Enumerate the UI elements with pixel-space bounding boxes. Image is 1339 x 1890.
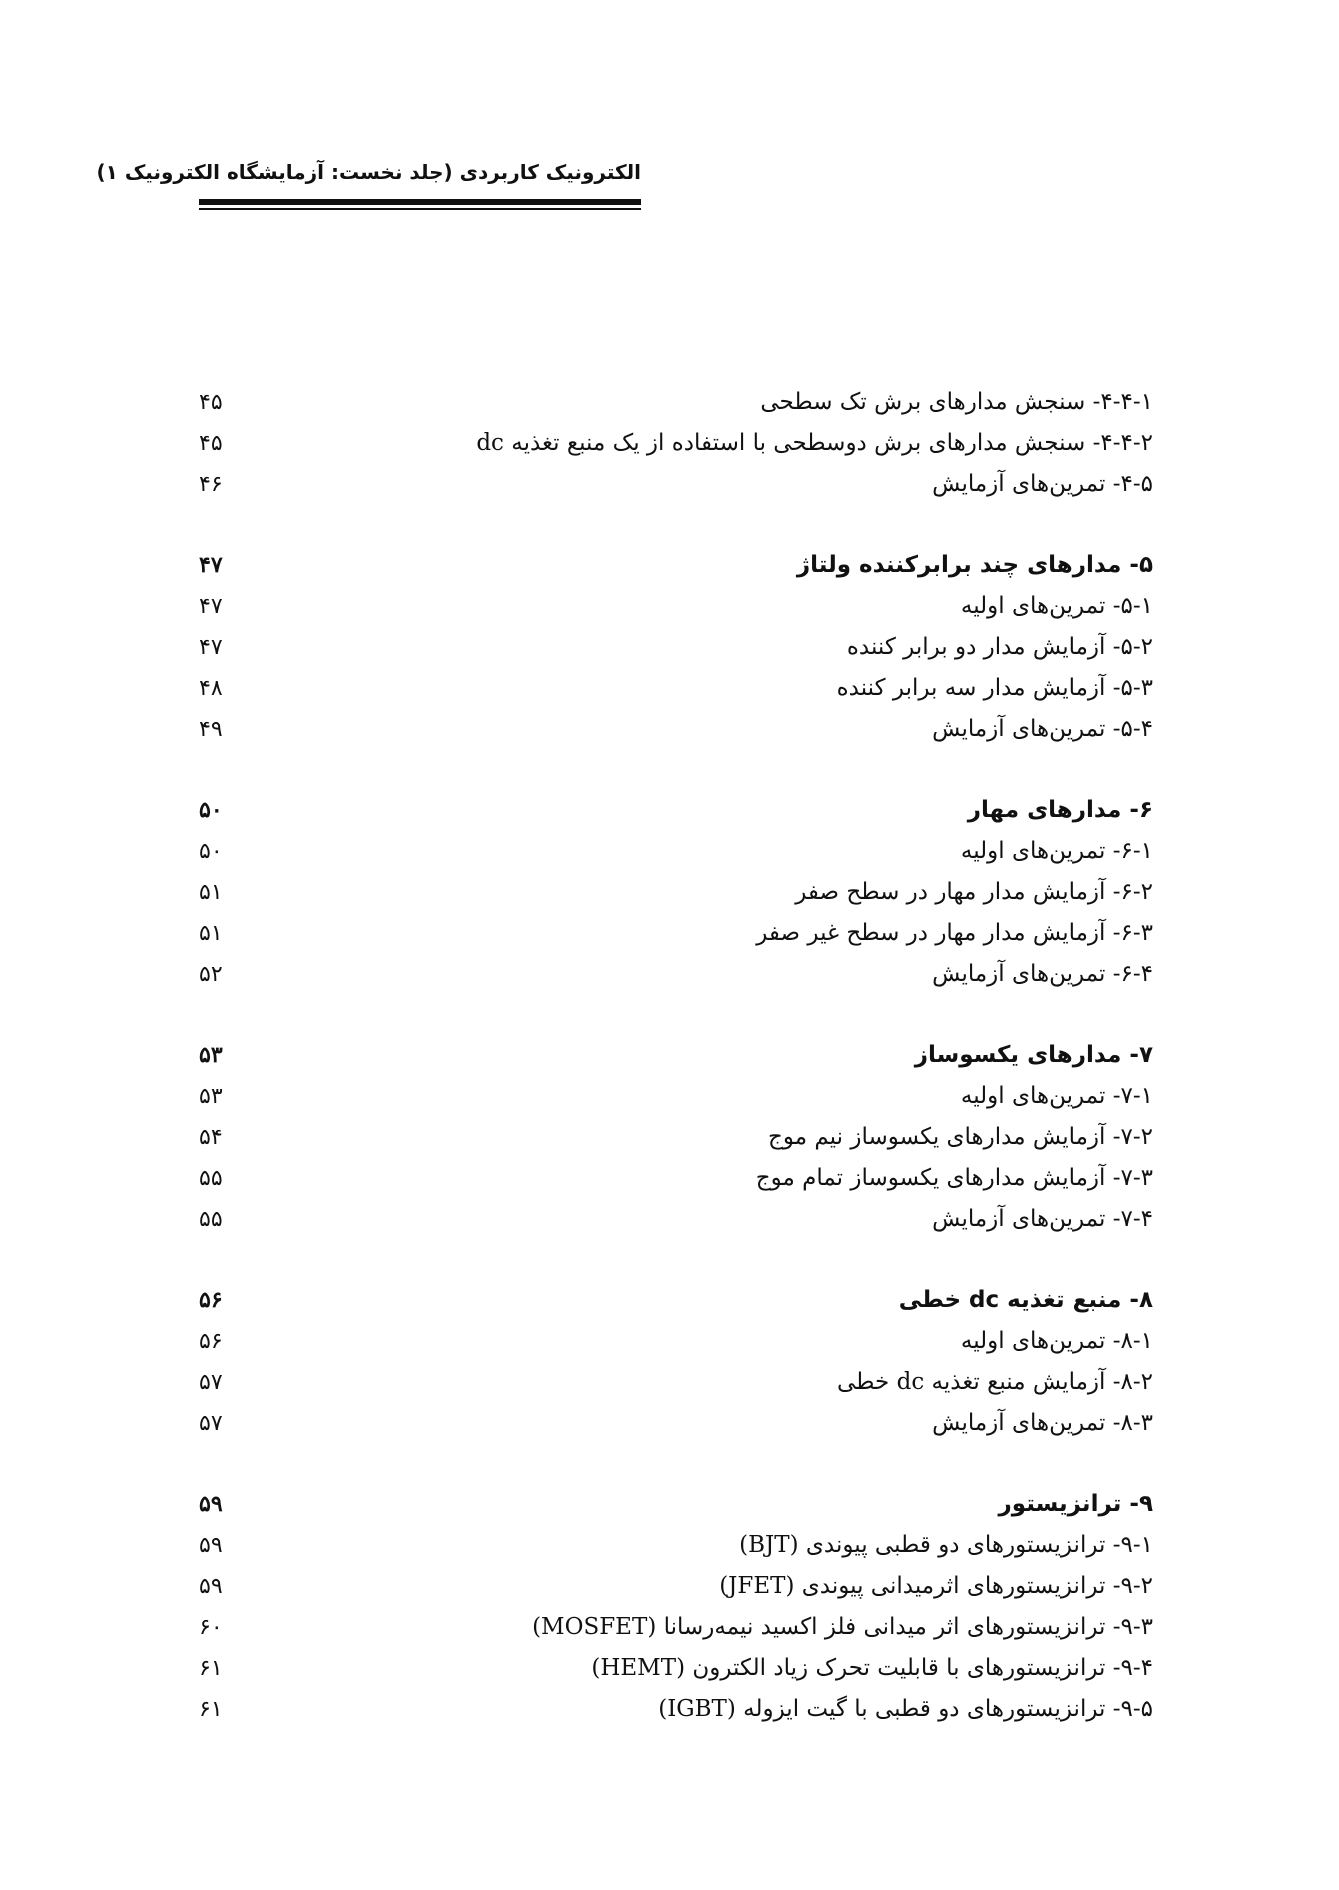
toc-entry-title: ۶-۳- آزمایش مدار مهار در سطح غیر صفر	[756, 920, 1153, 946]
toc-entry-page-number: ۵۷	[199, 1370, 223, 1395]
toc-entry	[0, 1403, 1339, 1444]
toc-entry-title: ۸- منبع تغذیه dc خطی	[898, 1287, 1153, 1313]
toc-entry-page-number: ۵۶	[199, 1287, 223, 1313]
toc-entry-title: ۵-۱- تمرین‌های اولیه	[960, 593, 1153, 619]
toc-entry-page-number: ۵۵	[199, 1207, 223, 1232]
toc-chapter-entry	[0, 790, 1339, 831]
toc-entry-title: ۶-۴- تمرین‌های آزمایش	[932, 961, 1153, 987]
section-gap	[0, 1444, 1339, 1484]
table-of-contents	[0, 382, 1339, 1730]
toc-entry-title: ۵- مدارهای چند برابرکننده ولتاژ	[796, 552, 1153, 578]
toc-entry-page-number: ۴۸	[199, 676, 223, 701]
toc-entry-title: ۹-۲- ترانزیستورهای اثرمیدانی پیوندی (JFET)	[719, 1573, 1153, 1599]
toc-chapter-entry	[0, 1035, 1339, 1076]
toc-entry	[0, 668, 1339, 709]
toc-chapter-entry	[0, 1280, 1339, 1321]
toc-entry-page-number: ۵۵	[199, 1166, 223, 1191]
toc-entry-title: ۵-۴- تمرین‌های آزمایش	[932, 716, 1153, 742]
toc-entry-page-number: ۵۳	[199, 1084, 223, 1109]
toc-entry	[0, 423, 1339, 464]
header-rule-thin	[199, 208, 641, 210]
toc-entry-title: ۷-۴- تمرین‌های آزمایش	[932, 1206, 1153, 1232]
toc-entry-page-number: ۴۷	[199, 635, 223, 660]
toc-entry-page-number: ۶۱	[199, 1656, 223, 1681]
toc-entry-page-number: ۵۲	[199, 962, 223, 987]
toc-entry-title: ۸-۲- آزمایش منبع تغذیه dc خطی	[837, 1369, 1153, 1395]
toc-entry	[0, 709, 1339, 750]
toc-entry	[0, 1566, 1339, 1607]
toc-entry-title: ۸-۳- تمرین‌های آزمایش	[932, 1410, 1153, 1436]
toc-entry	[0, 627, 1339, 668]
toc-entry-title: ۹-۳- ترانزیستورهای اثر میدانی فلز اکسید نیمه‌رسانا (MOSFET)	[532, 1614, 1153, 1640]
running-head: الکترونیک کاربردی (جلد نخست: آزمایشگاه الکترونیک ۱)	[96, 160, 641, 184]
toc-entry-title: ۹-۴- ترانزیستورهای با قابلیت تحرک زیاد الکترون (HEMT)	[591, 1655, 1153, 1681]
section-gap	[0, 995, 1339, 1035]
toc-entry-title: ۵-۳- آزمایش مدار سه برابر کننده	[836, 675, 1153, 701]
toc-entry-page-number: ۵۱	[199, 880, 223, 905]
toc-chapter-entry	[0, 545, 1339, 586]
toc-entry	[0, 1525, 1339, 1566]
toc-entry	[0, 954, 1339, 995]
toc-entry	[0, 1689, 1339, 1730]
toc-entry-title: ۵-۲- آزمایش مدار دو برابر کننده	[846, 634, 1153, 660]
toc-entry-title: ۷-۳- آزمایش مدارهای یکسوساز تمام موج	[755, 1165, 1153, 1191]
toc-entry	[0, 1158, 1339, 1199]
section-gap	[0, 750, 1339, 790]
toc-entry-page-number: ۴۷	[199, 552, 223, 578]
toc-entry	[0, 1076, 1339, 1117]
toc-entry-page-number: ۴۹	[199, 717, 223, 742]
toc-entry	[0, 1321, 1339, 1362]
toc-entry-title: ۴-۵- تمرین‌های آزمایش	[932, 471, 1153, 497]
toc-entry-title: ۸-۱- تمرین‌های اولیه	[960, 1328, 1153, 1354]
toc-entry-page-number: ۵۰	[199, 839, 223, 864]
toc-entry-title: ۹-۱- ترانزیستورهای دو قطبی پیوندی (BJT)	[739, 1532, 1153, 1558]
toc-entry-title: ۷-۱- تمرین‌های اولیه	[960, 1083, 1153, 1109]
toc-entry	[0, 1199, 1339, 1240]
section-gap	[0, 505, 1339, 545]
toc-entry	[0, 831, 1339, 872]
toc-entry-page-number: ۴۵	[199, 390, 223, 415]
toc-chapter-entry	[0, 1484, 1339, 1525]
toc-entry-title: ۴-۴-۱- سنجش مدارهای برش تک سطحی	[760, 389, 1153, 415]
toc-entry	[0, 913, 1339, 954]
toc-entry-title: ۹-۵- ترانزیستورهای دو قطبی با گیت ایزوله (IGBT)	[658, 1696, 1153, 1722]
toc-entry	[0, 586, 1339, 627]
toc-entry-page-number: ۵۱	[199, 921, 223, 946]
toc-entry-title: ۷- مدارهای یکسوساز	[914, 1042, 1153, 1068]
toc-entry-page-number: ۵۹	[199, 1574, 223, 1599]
header-rule-thick	[199, 199, 641, 205]
toc-entry-title: ۹- ترانزیستور	[998, 1491, 1153, 1517]
toc-entry-page-number: ۶۰	[199, 1615, 223, 1640]
toc-entry-title: ۶-۱- تمرین‌های اولیه	[960, 838, 1153, 864]
toc-entry-page-number: ۴۶	[199, 472, 223, 497]
toc-entry	[0, 464, 1339, 505]
toc-entry-title: ۷-۲- آزمایش مدارهای یکسوساز نیم موج	[768, 1124, 1153, 1150]
toc-entry	[0, 872, 1339, 913]
toc-entry	[0, 1362, 1339, 1403]
toc-entry-title: ۴-۴-۲- سنجش مدارهای برش دوسطحی با استفاده از یک منبع تغذیه dc	[476, 430, 1153, 456]
toc-entry-page-number: ۵۴	[199, 1125, 223, 1150]
toc-entry-page-number: ۴۵	[199, 431, 223, 456]
toc-entry-page-number: ۵۰	[199, 797, 223, 823]
toc-entry-title: ۶-۲- آزمایش مدار مهار در سطح صفر	[795, 879, 1153, 905]
toc-entry-page-number: ۵۹	[199, 1491, 223, 1517]
toc-entry	[0, 382, 1339, 423]
toc-entry-page-number: ۵۶	[199, 1329, 223, 1354]
toc-entry	[0, 1648, 1339, 1689]
toc-entry-page-number: ۶۱	[199, 1697, 223, 1722]
toc-entry	[0, 1117, 1339, 1158]
toc-entry-page-number: ۵۷	[199, 1411, 223, 1436]
toc-entry-page-number: ۴۷	[199, 594, 223, 619]
toc-entry	[0, 1607, 1339, 1648]
toc-entry-title: ۶- مدارهای مهار	[967, 797, 1153, 823]
toc-entry-page-number: ۵۳	[199, 1042, 223, 1068]
toc-entry-page-number: ۵۹	[199, 1533, 223, 1558]
section-gap	[0, 1240, 1339, 1280]
